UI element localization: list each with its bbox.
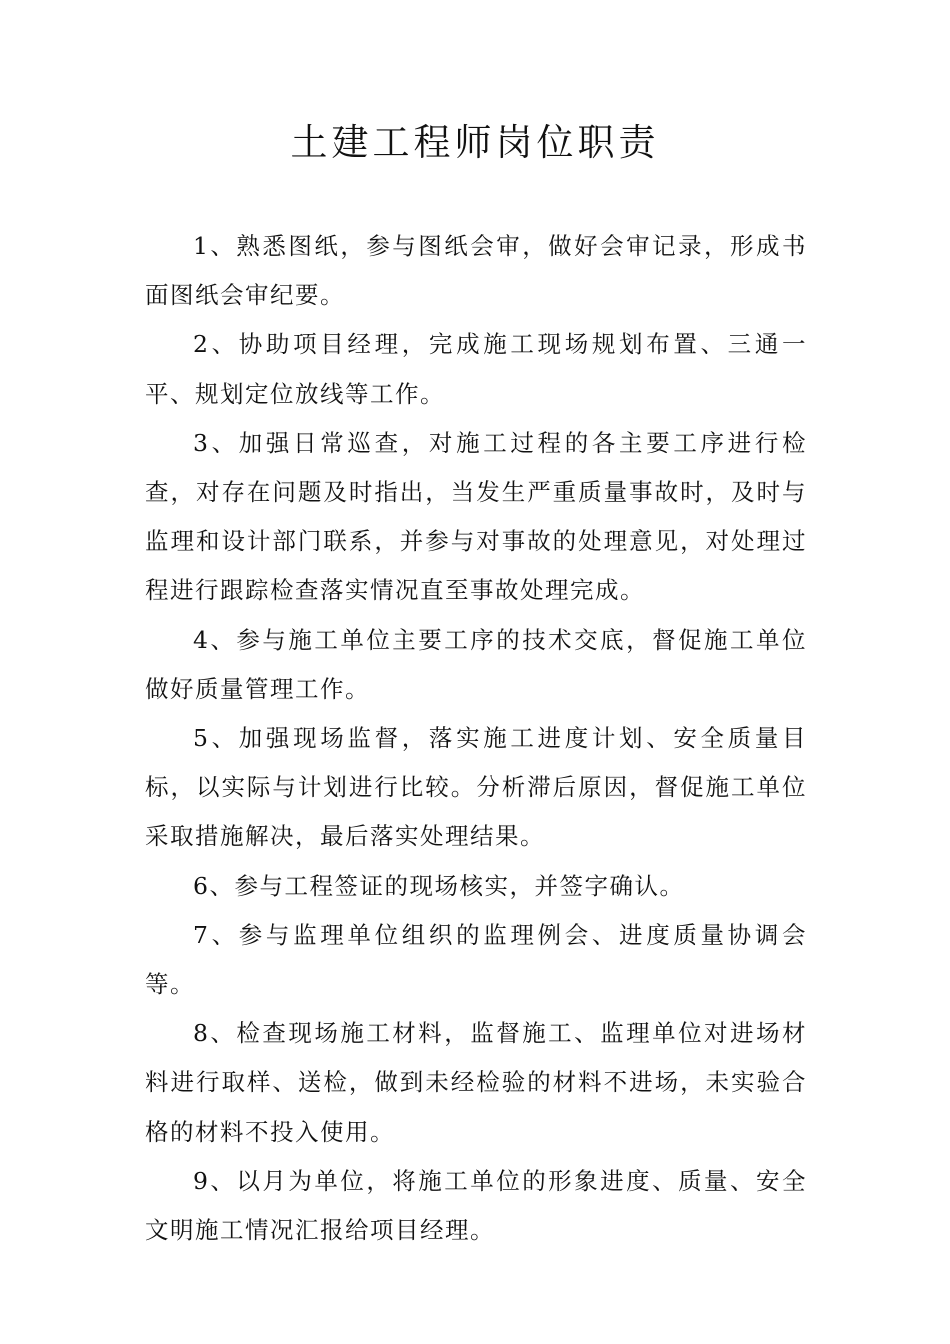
duty-item-5: 5、加强现场监督，落实施工进度计划、安全质量目标，以实际与计划进行比较。分析滞后原因，督促施工单位采取措施解决，最后落实处理结果。 [145,724,807,851]
duty-item-8: 8、检查现场施工材料，监督施工、监理单位对进场材料进行取样、送检，做到未经检验的材料不进场，未实验合格的材料不投入使用。 [145,1019,807,1146]
duty-item-6: 6、参与工程签证的现场核实，并签字确认。 [193,871,685,900]
duty-item-9: 9、以月为单位，将施工单位的形象进度、质量、安全文明施工情况汇报给项目经理。 [145,1166,807,1245]
duty-item-2: 2、协助项目经理，完成施工现场规划布置、三通一平、规划定位放线等工作。 [145,330,807,408]
document-body [145,222,807,1255]
page-title: 土建工程师岗位职责 [290,121,660,164]
duty-item-7: 7、参与监理单位组织的监理例会、进度质量协调会等。 [145,920,807,999]
duty-item-1: 1、熟悉图纸，参与图纸会审，做好会审记录，形成书面图纸会审纪要。 [145,232,807,310]
duty-item-4: 4、参与施工单位主要工序的技术交底，督促施工单位做好质量管理工作。 [145,625,807,703]
duty-item-3: 3、加强日常巡查，对施工过程的各主要工序进行检查，对存在问题及时指出，当发生严重质量事故时，及时与监理和设计部门联系，并参与对事故的处理意见，对处理过程进行跟踪检查落实情况直至事故处理完成。 [145,428,807,605]
